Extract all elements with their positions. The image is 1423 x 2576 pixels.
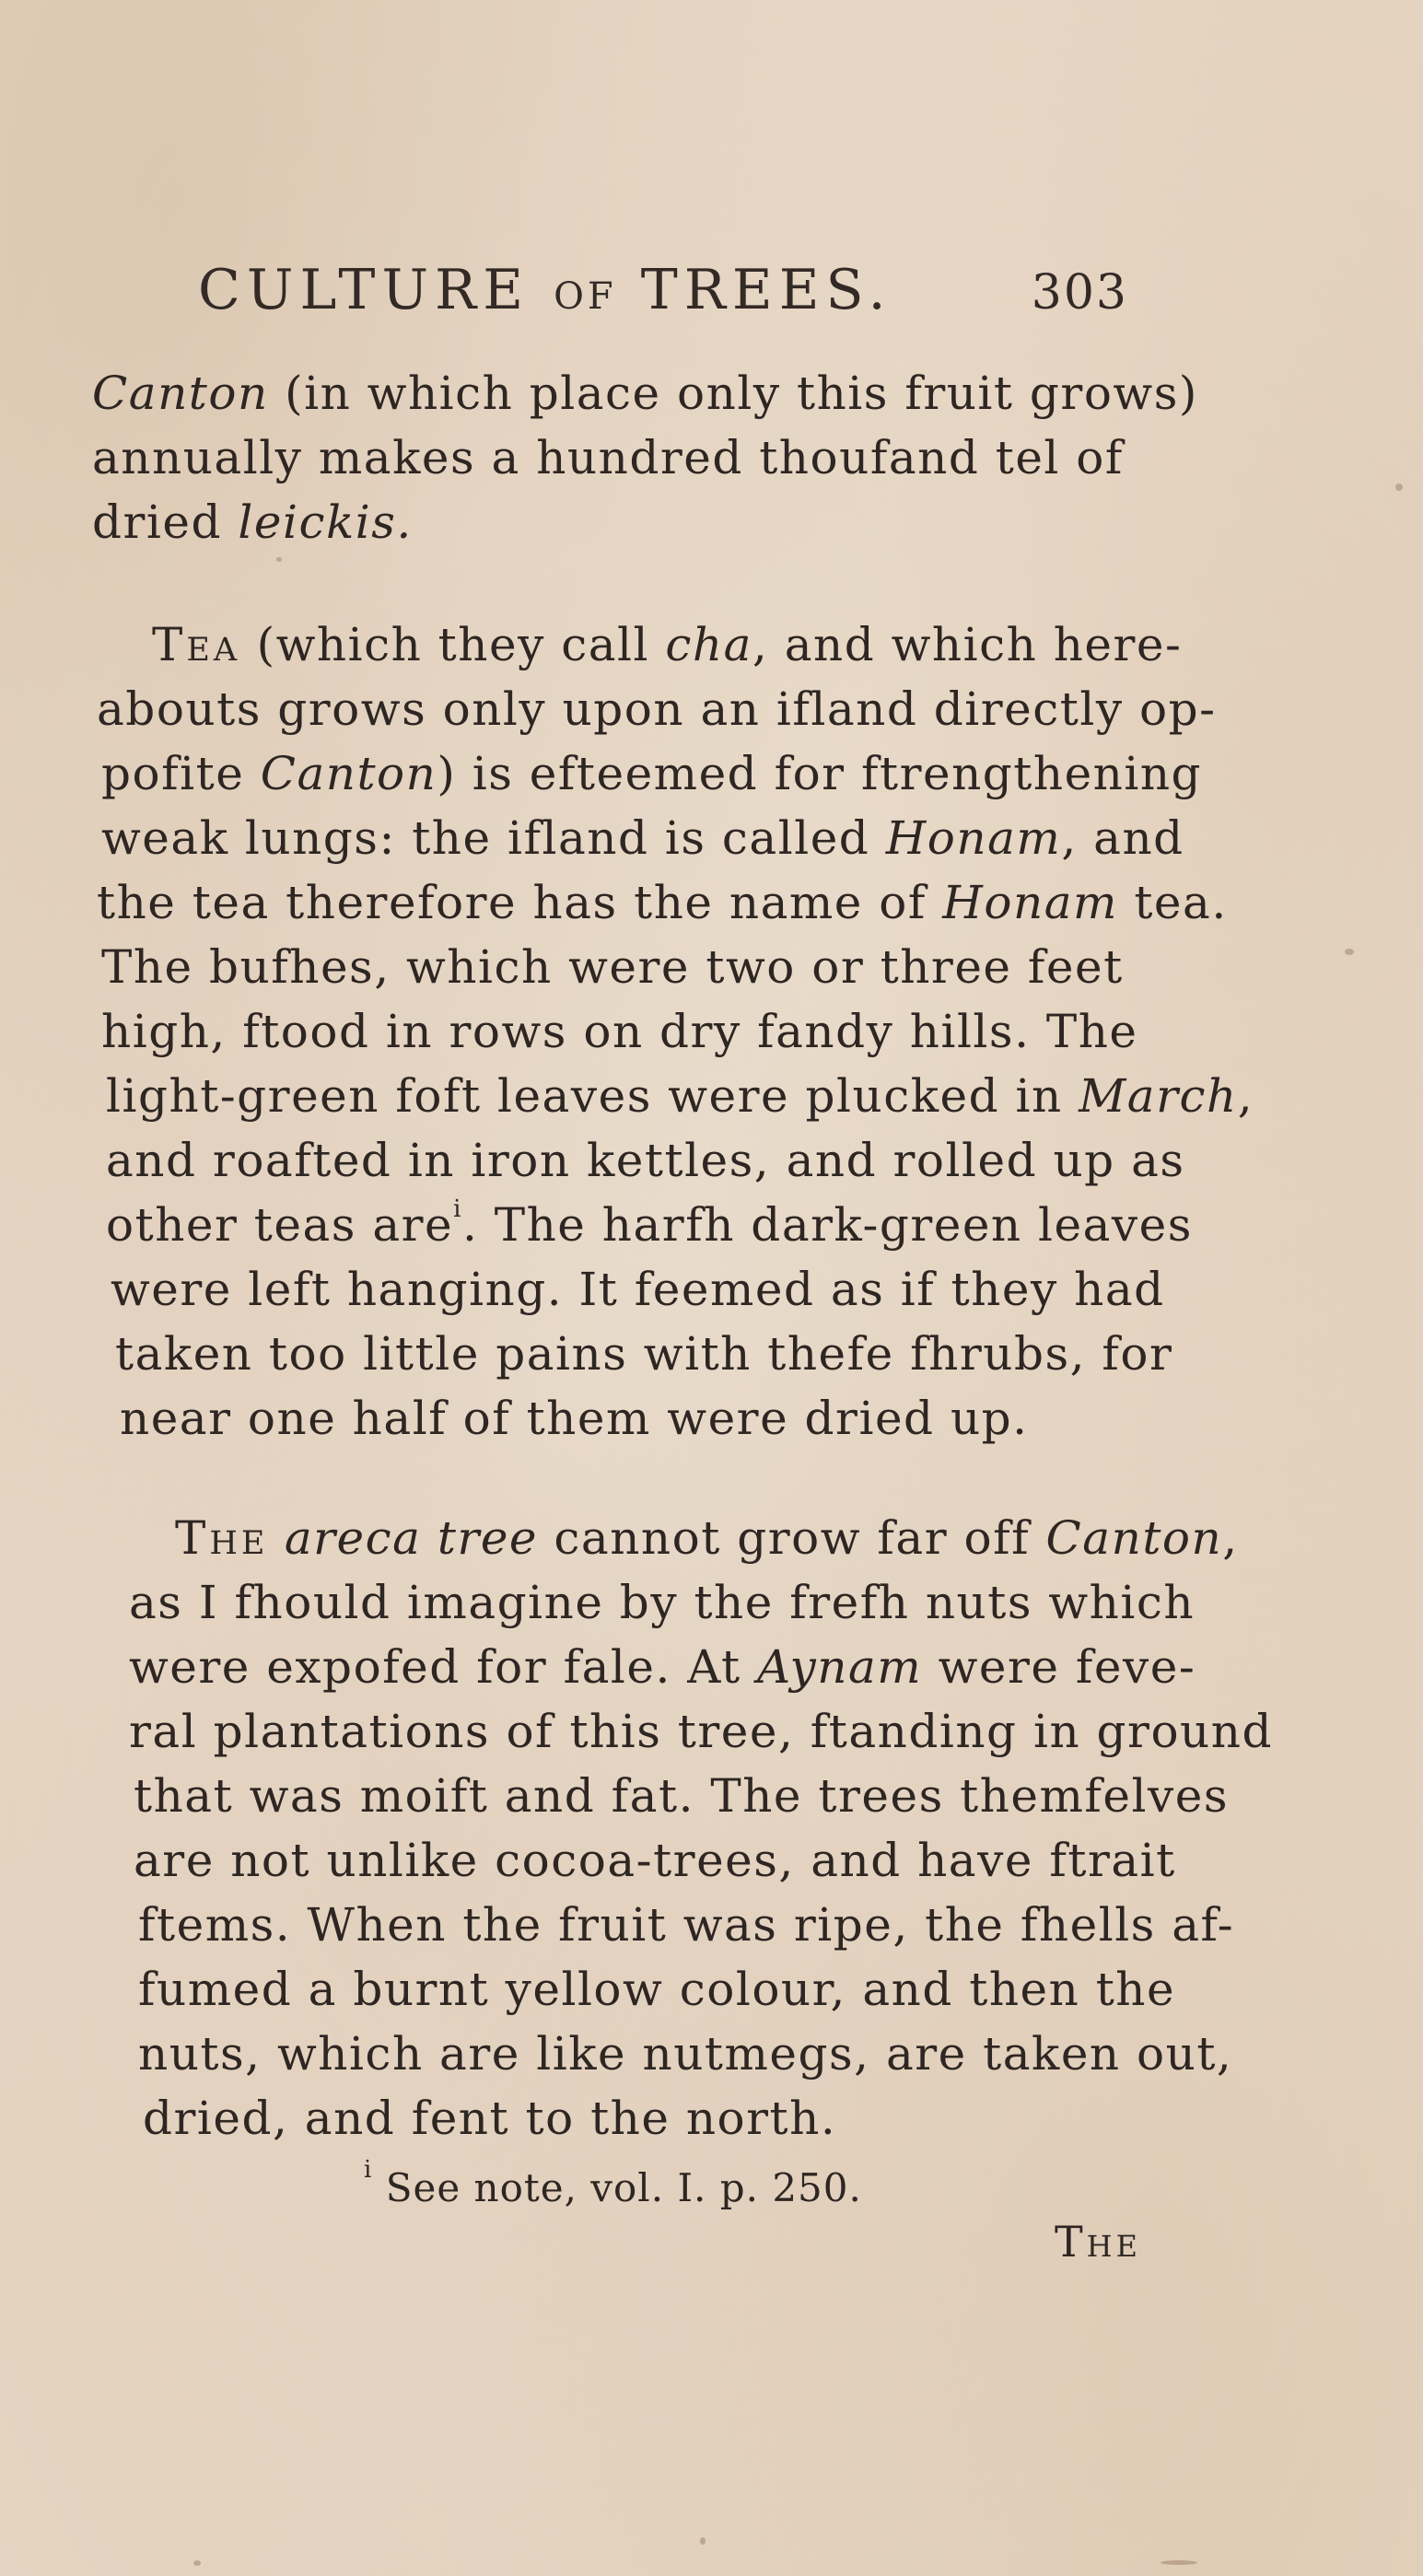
text-segment — [268, 1511, 284, 1565]
text-segment: were feve- — [922, 1640, 1196, 1694]
text-line — [138, 1957, 1176, 2022]
running-header — [198, 258, 1128, 332]
text-segment: taken too little pains with thefe fhrubs, for — [115, 1327, 1173, 1381]
text-segment: March — [1079, 1069, 1238, 1123]
text-segment: as I fhould imagine by the frefh nuts which — [129, 1576, 1196, 1629]
paper-speck — [1161, 2560, 1197, 2565]
text-segment: Aynam — [756, 1640, 923, 1694]
footnote-text: See note, vol. I. p. 250. — [385, 2165, 862, 2210]
text-segment: Tea — [152, 618, 241, 671]
text-line — [134, 1764, 1229, 1828]
text-segment: , — [1222, 1511, 1239, 1565]
text-line — [175, 1506, 1239, 1570]
text-segment: fumed a burnt yellow colour, and then the — [138, 1963, 1176, 2016]
text-line — [129, 1570, 1196, 1635]
text-segment: ) is efteemed for ftrengthening — [437, 747, 1203, 800]
text-segment: nuts, which are like nutmegs, are taken out, — [138, 2027, 1233, 2081]
header-title-of: OF — [554, 275, 617, 318]
text-line — [101, 935, 1124, 999]
text-line — [92, 425, 1124, 490]
text-line — [138, 2022, 1233, 2086]
text-segment: other teas are — [106, 1198, 454, 1252]
footnote-marker: i — [364, 2156, 373, 2184]
text-segment: near one half of them were dried up. — [120, 1392, 1029, 1445]
text-segment: annually makes a hundred thoufand tel of — [92, 431, 1124, 484]
text-segment: dried — [92, 495, 239, 549]
text-line — [134, 1828, 1176, 1893]
text-line — [111, 1257, 1165, 1322]
text-segment: areca tree — [284, 1511, 539, 1565]
text-segment: the tea therefore has the name of — [97, 876, 943, 929]
text-line — [101, 741, 1203, 806]
header-title-main: CULTURE — [198, 258, 530, 322]
text-segment: The — [175, 1511, 269, 1565]
text-segment: were left hanging. It feemed as if they had — [111, 1263, 1165, 1316]
footnote — [364, 2156, 862, 2216]
text-segment: (in which place only this fruit grows) — [268, 367, 1198, 420]
text-line — [152, 612, 1183, 677]
text-line — [120, 1386, 1029, 1451]
paper-speck — [276, 557, 282, 562]
text-segment: , — [1237, 1069, 1254, 1123]
page-number: 303 — [1031, 265, 1128, 321]
text-line — [97, 870, 1228, 935]
text-segment: cannot grow far off — [538, 1511, 1046, 1565]
text-line — [115, 1322, 1173, 1386]
text-segment: high, ftood in rows on dry fandy hills. The — [101, 1005, 1138, 1058]
text-segment: Canton — [92, 367, 269, 420]
text-segment: weak lungs: the ifland is called — [101, 811, 886, 865]
text-segment: Honam — [942, 876, 1118, 929]
text-segment: , and which here- — [752, 618, 1183, 671]
paper-speck — [700, 2537, 706, 2545]
text-segment: tea. — [1117, 876, 1228, 929]
text-segment: The bufhes, which were two or three feet — [101, 940, 1124, 994]
text-segment: and roafted in iron kettles, and rolled up as — [106, 1134, 1185, 1187]
text-line — [129, 1699, 1273, 1764]
text-segment: Canton — [260, 747, 437, 800]
header-title-end: TREES. — [640, 258, 892, 322]
catchword: The — [1055, 2217, 1141, 2267]
text-segment: leickis. — [238, 495, 413, 549]
text-segment: (which they call — [240, 618, 666, 671]
text-segment: were expofed for fale. At — [129, 1640, 757, 1694]
paper-speck — [1345, 949, 1354, 955]
text-line — [101, 999, 1138, 1064]
text-line — [143, 2086, 838, 2151]
text-line — [101, 806, 1184, 870]
text-segment: , and — [1061, 811, 1184, 865]
paper-speck — [193, 2560, 201, 2566]
text-line — [106, 1193, 1193, 1257]
text-segment: Canton — [1045, 1511, 1223, 1565]
text-line — [92, 490, 413, 554]
text-segment: Honam — [885, 811, 1062, 865]
text-segment: are not unlike cocoa-trees, and have ftrait — [134, 1834, 1176, 1887]
text-segment: ftems. When the fruit was ripe, the fhells af- — [138, 1898, 1235, 1952]
text-line — [129, 1635, 1196, 1699]
text-line — [106, 1128, 1185, 1193]
text-line — [92, 361, 1198, 425]
text-segment: dried, and fent to the north. — [143, 2092, 837, 2145]
footnote-reference: i — [453, 1195, 462, 1223]
text-segment: pofite — [101, 747, 261, 800]
text-segment: cha — [665, 618, 752, 671]
text-line — [138, 1893, 1235, 1957]
text-segment: abouts grows only upon an ifland directly op- — [97, 682, 1217, 736]
text-segment: that was moift and fat. The trees themfelves — [134, 1769, 1229, 1823]
text-line — [97, 677, 1217, 741]
text-segment: . The harfh dark-green leaves — [461, 1198, 1193, 1252]
text-segment: light-green foft leaves were plucked in — [106, 1069, 1079, 1123]
paper-speck — [1395, 484, 1403, 491]
text-line — [106, 1064, 1254, 1128]
text-segment: ral plantations of this tree, ftanding in ground — [129, 1705, 1273, 1758]
